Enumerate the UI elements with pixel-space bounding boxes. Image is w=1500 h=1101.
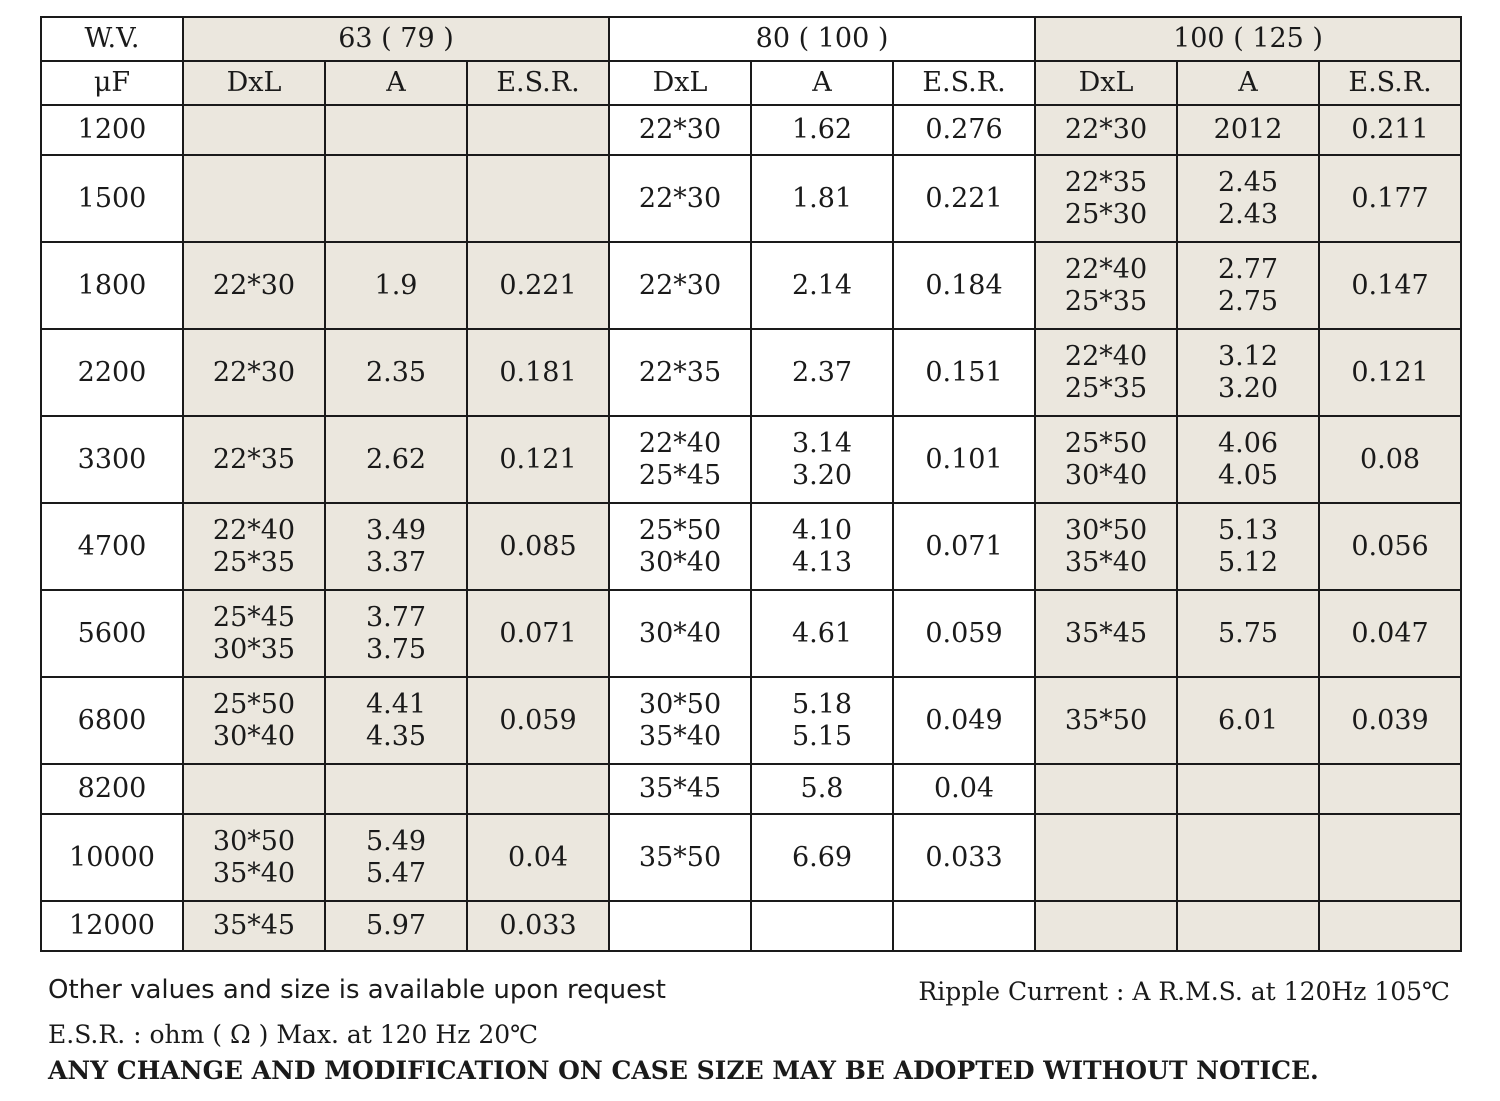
ripple-current-cell: 2.35 (325, 329, 467, 416)
case-size-cell: 35*50 (609, 814, 751, 901)
ripple-current-cell: 4.61 (751, 590, 893, 677)
esr-cell: 0.184 (893, 242, 1035, 329)
ripple-current-cell (325, 105, 467, 155)
case-size-cell: 25*45 30*35 (183, 590, 325, 677)
case-size-cell: 30*50 35*40 (609, 677, 751, 764)
case-size-cell: 25*50 30*40 (609, 503, 751, 590)
esr-cell: 0.056 (1319, 503, 1461, 590)
ripple-current-cell: 3.14 3.20 (751, 416, 893, 503)
ripple-current-cell: 5.18 5.15 (751, 677, 893, 764)
subcol-a: A (325, 61, 467, 105)
ripple-current-cell: 2.62 (325, 416, 467, 503)
case-size-cell (183, 105, 325, 155)
case-size-cell (1035, 901, 1177, 951)
esr-cell: 0.181 (467, 329, 609, 416)
capacitance-cell: 1500 (41, 155, 183, 242)
case-size-cell: 22*35 25*30 (1035, 155, 1177, 242)
case-size-cell: 30*50 35*40 (183, 814, 325, 901)
esr-cell: 0.085 (467, 503, 609, 590)
capacitance-cell: 6800 (41, 677, 183, 764)
capacitance-cell: 1200 (41, 105, 183, 155)
table-row (41, 416, 1461, 503)
case-size-cell: 35*50 (1035, 677, 1177, 764)
case-size-cell: 22*40 25*45 (609, 416, 751, 503)
esr-cell: 0.04 (893, 764, 1035, 814)
ripple-current-cell: 1.62 (751, 105, 893, 155)
case-size-cell: 25*50 30*40 (183, 677, 325, 764)
subcolumn-header-row (41, 61, 1461, 105)
ripple-current-cell (325, 155, 467, 242)
subcol-dxl: DxL (183, 61, 325, 105)
uf-header: μF (41, 61, 183, 105)
capacitance-cell: 10000 (41, 814, 183, 901)
ripple-current-cell: 4.10 4.13 (751, 503, 893, 590)
esr-cell: 0.177 (1319, 155, 1461, 242)
ripple-current-cell: 5.49 5.47 (325, 814, 467, 901)
ripple-current-cell: 2012 (1177, 105, 1319, 155)
esr-cell: 0.033 (467, 901, 609, 951)
case-size-cell: 22*30 (1035, 105, 1177, 155)
case-size-cell: 22*30 (609, 155, 751, 242)
ripple-current-cell (1177, 764, 1319, 814)
table-row (41, 814, 1461, 901)
case-size-cell: 22*40 25*35 (1035, 242, 1177, 329)
esr-cell: 0.276 (893, 105, 1035, 155)
case-size-cell (1035, 764, 1177, 814)
case-size-cell: 22*35 (609, 329, 751, 416)
case-size-cell: 22*30 (609, 242, 751, 329)
capacitance-cell: 5600 (41, 590, 183, 677)
esr-cell: 0.08 (1319, 416, 1461, 503)
case-size-cell: 25*50 30*40 (1035, 416, 1177, 503)
subcol-esr: E.S.R. (893, 61, 1035, 105)
subcol-a: A (751, 61, 893, 105)
esr-cell: 0.039 (1319, 677, 1461, 764)
ripple-current-cell: 3.49 3.37 (325, 503, 467, 590)
ripple-current-cell (325, 764, 467, 814)
ripple-current-cell: 6.01 (1177, 677, 1319, 764)
group-header-80v: 80 ( 100 ) (609, 17, 1035, 61)
esr-cell: 0.147 (1319, 242, 1461, 329)
case-size-cell: 35*45 (183, 901, 325, 951)
case-size-cell (609, 901, 751, 951)
esr-cell (1319, 814, 1461, 901)
ripple-current-cell (1177, 901, 1319, 951)
subcol-esr: E.S.R. (1319, 61, 1461, 105)
ripple-current-cell: 4.41 4.35 (325, 677, 467, 764)
capacitance-cell: 8200 (41, 764, 183, 814)
ripple-current-cell: 3.12 3.20 (1177, 329, 1319, 416)
ripple-current-cell: 4.06 4.05 (1177, 416, 1319, 503)
case-size-cell: 22*30 (183, 242, 325, 329)
case-size-cell: 35*45 (1035, 590, 1177, 677)
case-size-cell: 22*40 25*35 (183, 503, 325, 590)
ripple-current-cell: 1.81 (751, 155, 893, 242)
table-row (41, 901, 1461, 951)
esr-cell (467, 764, 609, 814)
disclaimer-note: ANY CHANGE AND MODIFICATION ON CASE SIZE MAY BE ADOPTED WITHOUT NOTICE. (48, 1056, 1319, 1085)
ripple-current-cell: 5.8 (751, 764, 893, 814)
group-header-100v: 100 ( 125 ) (1035, 17, 1461, 61)
subcol-a: A (1177, 61, 1319, 105)
esr-cell: 0.059 (893, 590, 1035, 677)
esr-cell: 0.221 (467, 242, 609, 329)
ripple-current-cell: 5.97 (325, 901, 467, 951)
case-size-cell (1035, 814, 1177, 901)
table-row (41, 677, 1461, 764)
case-size-cell: 35*45 (609, 764, 751, 814)
esr-cell (467, 105, 609, 155)
case-size-cell: 22*35 (183, 416, 325, 503)
case-size-cell: 22*30 (183, 329, 325, 416)
esr-cell: 0.059 (467, 677, 609, 764)
table-row (41, 155, 1461, 242)
case-size-cell: 30*50 35*40 (1035, 503, 1177, 590)
capacitance-cell: 1800 (41, 242, 183, 329)
esr-note: E.S.R. : ohm ( Ω ) Max. at 120 Hz 20℃ (48, 1020, 539, 1049)
table-row (41, 105, 1461, 155)
esr-cell: 0.221 (893, 155, 1035, 242)
esr-cell: 0.121 (467, 416, 609, 503)
wv-header: W.V. (41, 17, 183, 61)
table-row (41, 242, 1461, 329)
voltage-header-row (41, 17, 1461, 61)
esr-cell: 0.071 (893, 503, 1035, 590)
esr-cell: 0.049 (893, 677, 1035, 764)
group-header-63v: 63 ( 79 ) (183, 17, 609, 61)
esr-cell (1319, 764, 1461, 814)
esr-cell: 0.033 (893, 814, 1035, 901)
esr-cell: 0.101 (893, 416, 1035, 503)
esr-cell: 0.151 (893, 329, 1035, 416)
ripple-current-cell (751, 901, 893, 951)
ripple-current-cell (1177, 814, 1319, 901)
ripple-current-cell: 2.45 2.43 (1177, 155, 1319, 242)
case-size-cell: 22*40 25*35 (1035, 329, 1177, 416)
capacitance-cell: 2200 (41, 329, 183, 416)
case-size-cell: 22*30 (609, 105, 751, 155)
ripple-current-cell: 3.77 3.75 (325, 590, 467, 677)
subcol-dxl: DxL (1035, 61, 1177, 105)
esr-cell (1319, 901, 1461, 951)
esr-cell: 0.121 (1319, 329, 1461, 416)
capacitance-cell: 3300 (41, 416, 183, 503)
ripple-current-cell: 5.13 5.12 (1177, 503, 1319, 590)
ripple-current-cell: 2.77 2.75 (1177, 242, 1319, 329)
case-size-cell (183, 155, 325, 242)
case-size-cell (183, 764, 325, 814)
ripple-current-cell: 1.9 (325, 242, 467, 329)
capacitance-cell: 4700 (41, 503, 183, 590)
esr-cell: 0.04 (467, 814, 609, 901)
ripple-current-note: Ripple Current : A R.M.S. at 120Hz 105℃ (918, 977, 1450, 1006)
subcol-dxl: DxL (609, 61, 751, 105)
case-size-cell: 30*40 (609, 590, 751, 677)
table-row (41, 764, 1461, 814)
ripple-current-cell: 2.14 (751, 242, 893, 329)
ripple-current-cell: 6.69 (751, 814, 893, 901)
table-row (41, 590, 1461, 677)
availability-note: Other values and size is available upon request (48, 975, 666, 1005)
esr-cell (467, 155, 609, 242)
ripple-current-cell: 2.37 (751, 329, 893, 416)
capacitance-cell: 12000 (41, 901, 183, 951)
subcol-esr: E.S.R. (467, 61, 609, 105)
esr-cell (893, 901, 1035, 951)
esr-cell: 0.211 (1319, 105, 1461, 155)
capacitor-spec-table (40, 16, 1462, 952)
table-row (41, 503, 1461, 590)
esr-cell: 0.047 (1319, 590, 1461, 677)
ripple-current-cell: 5.75 (1177, 590, 1319, 677)
esr-cell: 0.071 (467, 590, 609, 677)
table-row (41, 329, 1461, 416)
